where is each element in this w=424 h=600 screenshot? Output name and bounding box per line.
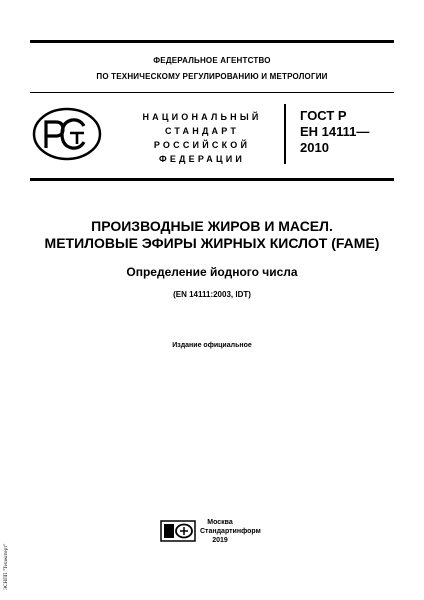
agency-divider (30, 92, 394, 93)
standard-type-line-3: РОССИЙСКОЙ (153, 140, 251, 150)
standard-type-line-1: НАЦИОНАЛЬНЫЙ (142, 112, 262, 122)
standartinform-logo-icon (160, 520, 196, 542)
international-reference: (EN 14111:2003, IDT) (173, 290, 251, 299)
agency-line-2: ПО ТЕХНИЧЕСКОМУ РЕГУЛИРОВАНИЮ И МЕТРОЛОГИИ (96, 72, 328, 81)
publisher-city: Москва (207, 519, 233, 526)
publisher-year: 2019 (212, 537, 228, 544)
title-line-2: МЕТИЛОВЫЕ ЭФИРЫ ЖИРНЫХ КИСЛОТ (FAME) (44, 235, 380, 251)
header-bottom-rule (30, 178, 394, 181)
side-note (2, 520, 14, 590)
header-vertical-divider (284, 104, 286, 164)
standard-type-line-4: ФЕДЕРАЦИИ (158, 154, 246, 164)
standard-type-line-2: СТАНДАРТ (164, 126, 240, 136)
document-subtitle: Определение йодного числа (126, 265, 298, 279)
title-line-1: ПРОИЗВОДНЫЕ ЖИРОВ И МАСЕЛ. (91, 218, 333, 234)
gost-r-certification-logo-icon (32, 106, 102, 162)
side-note-text: ЭСНПП "Техэксперт" (4, 543, 9, 590)
gost-code-line-1: ГОСТ Р (300, 108, 347, 123)
standard-type-block (132, 110, 272, 166)
agency-line-1: ФЕДЕРАЛЬНОЕ АГЕНТСТВО (153, 56, 271, 65)
document-title (0, 218, 424, 252)
top-rule (30, 40, 394, 43)
gost-code-line-3: 2010 (300, 140, 329, 155)
gost-code-line-2: ЕН 14111— (300, 124, 370, 139)
edition-note: Издание официальное (172, 342, 252, 349)
publisher-info (200, 518, 261, 545)
gost-designation (300, 108, 369, 156)
publisher-name: Стандартинформ (200, 528, 261, 535)
